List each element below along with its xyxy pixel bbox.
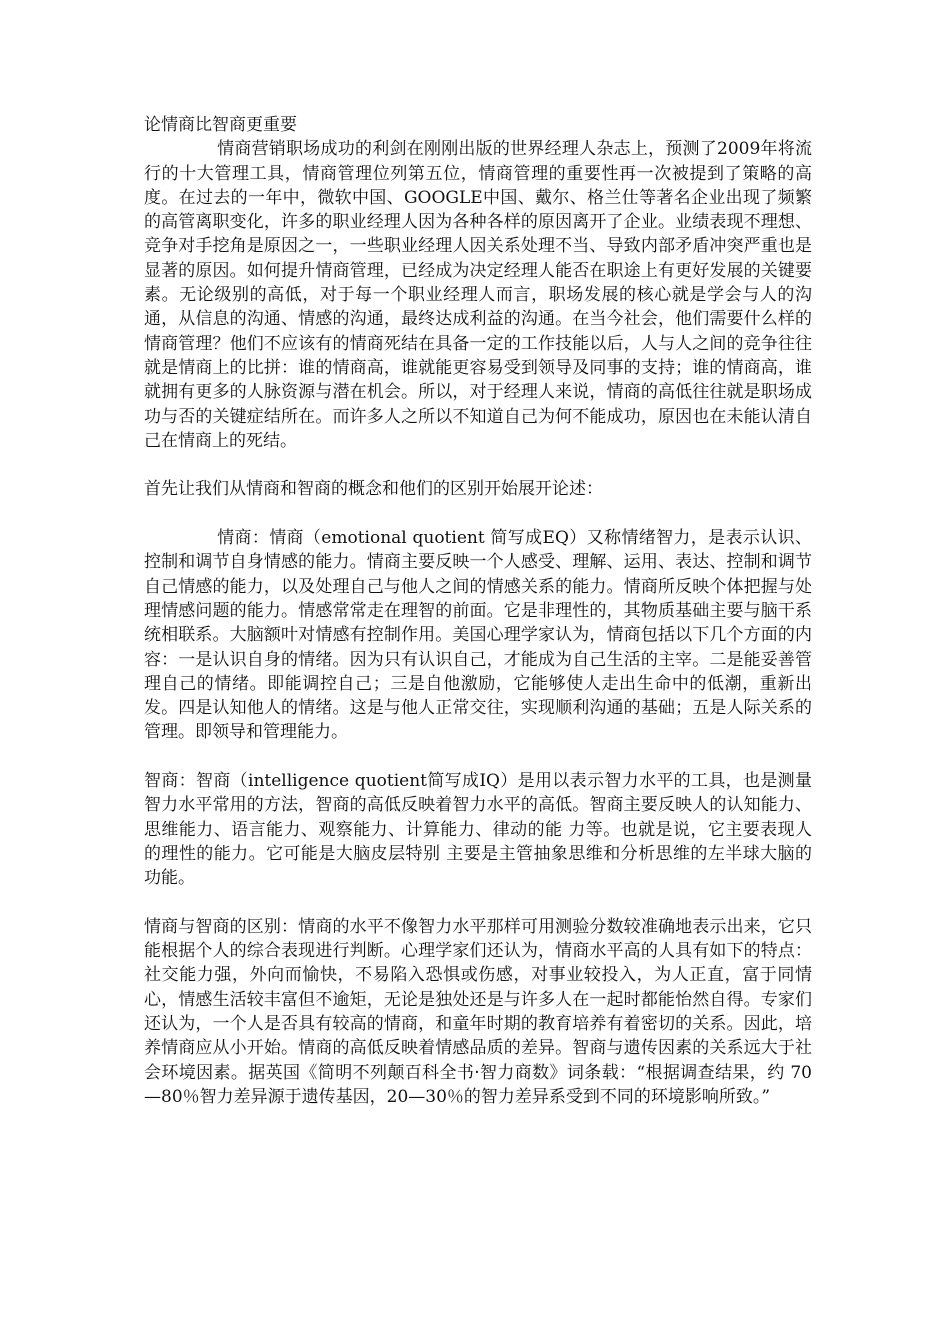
paragraph-eq-iq-difference: 情商与智商的区别：情商的水平不像智力水平那样可用测验分数较准确地表示出来，它只能根据个人的综合表现进行判断。心理学家们还认为，情商水平高的人具有如下的特点：社交能力强，外向而愉快，不易陷入恐惧或伤感，对事业较投入，为人正直，富于同情心，情感生活较丰富但不逾矩，无论是独处还是与许多人在一起时都能怡然自得。专家们还认为，一个人是否具有较高的情商，和童年时期的教育培养有着密切的关系。因此，培养情商应从小开始。情商的高低反映着情感品质的差异。智商与遗传因素的关系远大于社会环境因素。据英国《简明不列颠百科全书·智力商数》词条载：“根据调查结果，约 70—80％智力差异源于遗传基因，20—30％的智力差异系受到不同的环境影响所致。” [144,916,812,1107]
paragraph-eq-definition: 情商：情商（emotional quotient 简写成EQ）又称情绪智力，是表示认识、控制和调节自身情感的能力。情商主要反映一个人感受、理解、运用、表达、控制和调节自己情感的能力，以及处理自己与他人之间的情感关系的能力。情商所反映个体把握与处理情感问题的能力。情感常常走在理智的前面。它是非理性的，其物质基础主要与脑干系统相联系。大脑额叶对情感有控制作用。美国心理学家认为，情商包括以下几个方面的内容：一是认识自身的情绪。因为只有认识自己，才能成为自己生活的主宰。二是能妥善管理自己的情绪。即能调控自己；三是自他激励，它能够使人走出生命中的低潮，重新出发。四是认知他人的情绪。这是与他人正常交往，实现顺利沟通的基础；五是人际关系的管理。即领导和管理能力。 [144,528,812,743]
document-title: 论情商比智商更重要 [144,115,297,135]
paragraph-iq-definition: 智商：智商（intelligence quotient简写成IQ）是用以表示智力水平的工具，也是测量智力水平常用的方法，智商的高低反映着智力水平的高低。智商主要反映人的认知能力、思维能力、语言能力、观察能力、计算能力、律动的能 力等。也就是说，它主要表现人的理性的能力。它可能是大脑皮层特别 主要是主管抽象思维和分析思维的左半球大脑的功能。 [144,771,812,889]
paragraph-intro: 情商营销职场成功的利剑在刚刚出版的世界经理人杂志上，预测了2009年将流行的十大管理工具，情商管理位列第五位，情商管理的重要性再一次被提到了策略的高度。在过去的一年中，微软中国、GOOGLE中国、戴尔、格兰仕等著名企业出现了频繁的高管离职变化，许多的职业经理人因为各种各样的原因离开了企业。业绩表现不理想、竞争对手挖角是原因之一，一些职业经理人因关系处理不当、导致内部矛盾冲突严重也是显著的原因。如何提升情商管理，已经成为决定经理人能否在职途上有更好发展的关键要素。无论级别的高低，对于每一个职业经理人而言，职场发展的核心就是学会与人的沟通，从信息的沟通、情感的沟通，最终达成利益的沟通。在当今社会，他们需要什么样的情商管理？他们不应该有的情商死结在具备一定的工作技能以后，人与人之间的竞争往往就是情商上的比拼：谁的情商高，谁就能更容易受到领导及同事的支持；谁的情商高，谁就拥有更多的人脉资源与潜在机会。所以，对于经理人来说，情商的高低往往就是职场成功与否的关键症结所在。而许多人之所以不知道自己为何不能成功，原因也在未能认清自己在情商上的死结。 [144,139,812,451]
paragraph-lead-in: 首先让我们从情商和智商的概念和他们的区别开始展开论述： [144,479,603,500]
document-body [144,113,812,1109]
